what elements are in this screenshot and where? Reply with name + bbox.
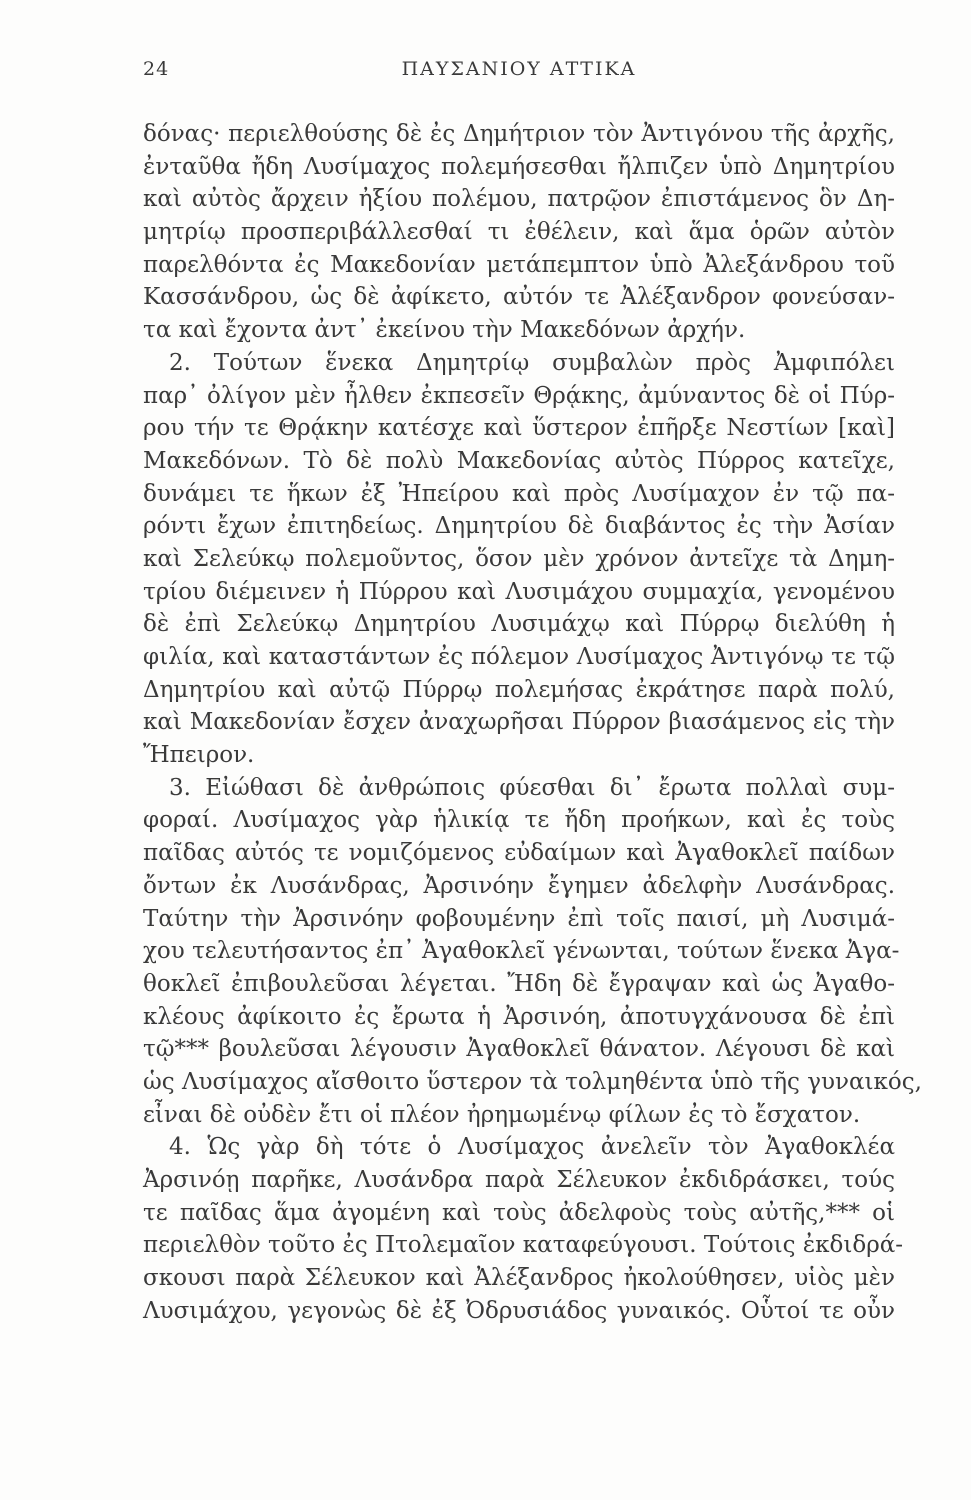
text-line: ρου τήν τε Θρᾴκην κατέσχε καὶ ὕστερον ἐπῆρξε Νεστίων [καὶ] — [143, 415, 895, 442]
text-line: Μακεδόνων. Τὸ δὲ πολὺ Μακεδονίας αὐτὸς Πύρρος κατεῖχε, — [143, 447, 895, 474]
text-line: παῖδας αὐτός τε νομιζόμενος εὐδαίμων καὶ Ἀγαθοκλεῖ παίδων — [143, 840, 895, 867]
running-title: ΠΑΥΣΑΝΙΟΥ ΑΤΤΙΚΑ — [401, 58, 637, 80]
text-line: τρίου διέμεινεν ἡ Πύρρου καὶ Λυσιμάχου συμμαχία, γενομένου — [143, 578, 895, 605]
text-line: Ταύτην τὴν Ἀρσινόην φοβουμένην ἐπὶ τοῖς παισί, μὴ Λυσιμά- — [143, 905, 895, 932]
text-line: καὶ Μακεδονίαν ἔσχεν ἀναχωρῆσαι Πύρρον βιασάμενος εἰς τὴν — [143, 709, 895, 736]
text-line: Ἀρσινόῃ παρῆκε, Λυσάνδρα παρὰ Σέλευκον ἐκδιδράσκει, τούς — [143, 1167, 895, 1193]
text-line: δόνας· περιελθούσης δὲ ἐς Δημήτριον τὸν Ἀντιγόνου τῆς ἀρχῆς, — [143, 121, 895, 147]
text-line: 3. Εἰώθασι δὲ ἀνθρώποις φύεσθαι δι᾽ ἔρωτα πολλαὶ συμ- — [169, 774, 895, 801]
text-line: εἶναι δὲ οὐδὲν ἔτι οἱ πλέον ἠρημωμένῳ φίλων ἐς τὸ ἔσχατον. — [143, 1101, 861, 1128]
text-line: σκουσι παρὰ Σέλευκον καὶ Ἀλέξανδρος ἠκολούθησεν, υἱὸς μὲν — [143, 1265, 895, 1292]
text-line: Λυσιμάχου, γεγονὼς δὲ ἐξ Ὀδρυσιάδος γυναικός. Οὗτοί τε οὖν — [143, 1297, 895, 1324]
text-line: φιλία, καὶ καταστάντων ἐς πόλεμον Λυσίμαχος Ἀντιγόνῳ τε τῷ — [143, 644, 895, 670]
text-line: χου τελευτήσαντος ἐπ᾽ Ἀγαθοκλεῖ γένωνται, τούτων ἕνεκα Ἀγα- — [143, 938, 900, 965]
text-line: 4. Ὡς γὰρ δὴ τότε ὁ Λυσίμαχος ἀνελεῖν τὸν Ἀγαθοκλέα — [169, 1134, 895, 1161]
text-line: Δημητρίου καὶ αὐτῷ Πύρρῳ πολεμήσας ἐκράτησε παρὰ πολύ, — [143, 676, 895, 703]
text-line: ἐνταῦθα ἤδη Λυσίμαχος πολεμήσεσθαι ἤλπιζεν ὑπὸ Δημητρίου — [143, 153, 895, 180]
text-line: δὲ ἐπὶ Σελεύκῳ Δημητρίου Λυσιμάχῳ καὶ Πύρρῳ διελύθη ἡ — [143, 611, 895, 638]
main-text — [143, 118, 922, 1327]
text-line: Κασσάνδρου, ὡς δὲ ἀφίκετο, αὐτόν τε Ἀλέξανδρον φονεύσαν- — [143, 284, 895, 311]
text-line: Ἤπειρον. — [143, 742, 255, 769]
text-line: παρ᾽ ὀλίγον μὲν ἦλθεν ἐκπεσεῖν Θρᾴκης, ἀμύναντος δὲ οἱ Πύρ- — [143, 382, 895, 409]
text-line: περιελθὸν τοῦτο ἐς Πτολεμαῖον καταφεύγουσι. Τούτοις ἐκδιδρά- — [143, 1232, 904, 1259]
text-line: ὄντων ἐκ Λυσάνδρας, Ἀρσινόην ἔγημεν ἀδελφὴν Λυσάνδρας. — [143, 872, 895, 899]
page-number: 24 — [143, 58, 170, 80]
text-line: τα καὶ ἔχοντα ἀντ᾽ ἐκείνου τὴν Μακεδόνων ἀρχήν. — [143, 317, 746, 344]
text-line: 2. Τούτων ἕνεκα Δημητρίῳ συμβαλὼν πρὸς Ἀμφιπόλει — [169, 349, 895, 376]
text-line: μητρίῳ προσπεριβάλλεσθαί τι ἐθέλειν, καὶ ἅμα ὁρῶν αὐτὸν — [143, 219, 895, 246]
text-line: τε παῖδας ἅμα ἀγομένη καὶ τοὺς ἀδελφοὺς τοὺς αὐτῆς,*** οἱ — [143, 1199, 895, 1226]
text-line: φοραί. Λυσίμαχος γὰρ ἡλικίᾳ τε ἤδη προήκων, καὶ ἐς τοὺς — [143, 807, 895, 834]
text-line: παρελθόντα ἐς Μακεδονίαν μετάπεμπτον ὑπὸ Ἀλεξάνδρου τοῦ — [143, 251, 895, 278]
text-line: καὶ Σελεύκῳ πολεμοῦντος, ὅσον μὲν χρόνον ἀντεῖχε τὰ Δημη- — [143, 545, 895, 572]
text-line: τῷ*** βουλεῦσαι λέγουσιν Ἀγαθοκλεῖ θάνατον. Λέγουσι δὲ καὶ — [143, 1036, 895, 1063]
text-line: θοκλεῖ ἐπιβουλεῦσαι λέγεται. Ἤδη δὲ ἔγραψαν καὶ ὡς Ἀγαθο- — [143, 970, 895, 997]
text-line: καὶ αὐτὸς ἄρχειν ἠξίου πολέμου, πατρῷον ἐπιστάμενος ὃν Δη- — [143, 186, 895, 213]
text-line: ρόντι ἔχων ἐπιτηδείως. Δημητρίου δὲ διαβάντος ἐς τὴν Ἀσίαν — [143, 513, 895, 540]
text-line: δυνάμει τε ἥκων ἐξ Ἠπείρου καὶ πρὸς Λυσίμαχον ἐν τῷ πα- — [143, 480, 895, 507]
text-line: κλέους ἀφίκοιτο ἐς ἔρωτα ἡ Ἀρσινόη, ἀποτυγχάνουσα δὲ ἐπὶ — [143, 1003, 895, 1030]
running-head — [143, 58, 895, 88]
text-line: ὡς Λυσίμαχος αἴσθοιτο ὕστερον τὰ τολμηθέντα ὑπὸ τῆς γυναικός, — [143, 1068, 922, 1095]
